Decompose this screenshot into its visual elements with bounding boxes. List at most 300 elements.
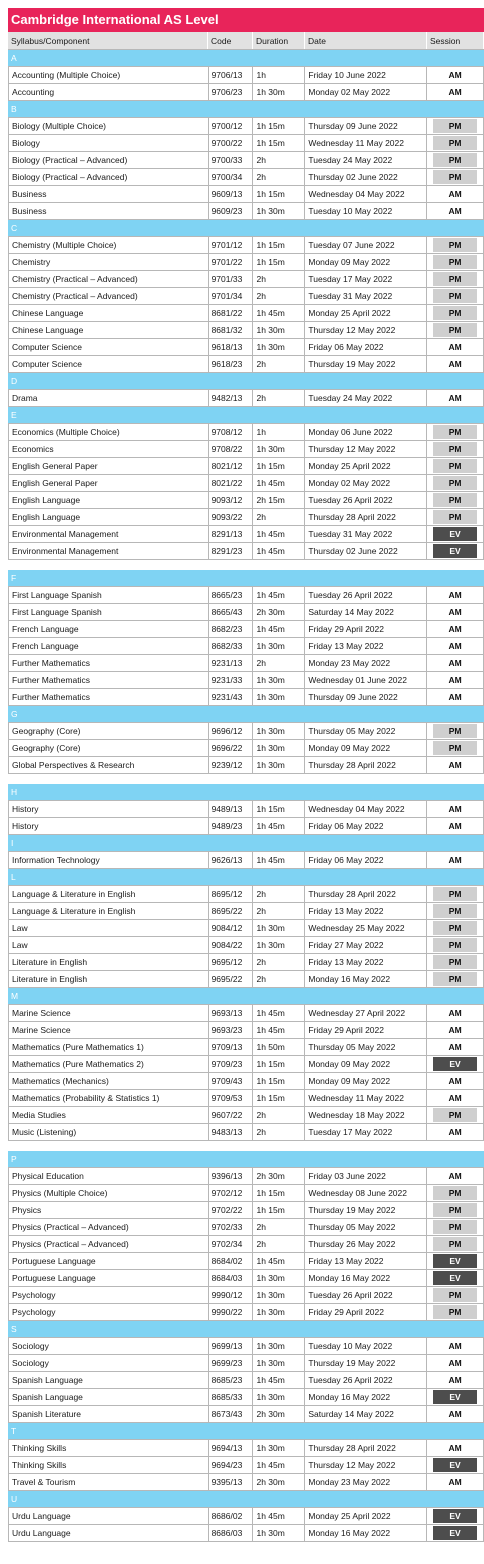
cell-duration: 1h 30m bbox=[253, 1440, 305, 1456]
table-row bbox=[8, 886, 484, 903]
section-letter-s: S bbox=[8, 1321, 484, 1338]
cell-date: Wednesday 11 May 2022 bbox=[305, 135, 427, 151]
session-badge: AM bbox=[433, 1441, 477, 1455]
cell-code: 8682/23 bbox=[209, 621, 254, 637]
cell-code: 9618/13 bbox=[209, 339, 254, 355]
cell-session bbox=[427, 254, 484, 270]
cell-session bbox=[427, 723, 484, 739]
cell-code: 9609/23 bbox=[209, 203, 254, 219]
cell-duration: 1h 15m bbox=[253, 801, 305, 817]
cell-syllabus: Literature in English bbox=[9, 954, 209, 970]
cell-syllabus: Chemistry bbox=[9, 254, 209, 270]
cell-date: Tuesday 17 May 2022 bbox=[305, 1124, 427, 1140]
cell-session bbox=[427, 424, 484, 440]
cell-session bbox=[427, 84, 484, 100]
session-badge: PM bbox=[433, 741, 477, 755]
cell-session bbox=[427, 1474, 484, 1490]
table-gap bbox=[8, 774, 484, 784]
session-badge: PM bbox=[433, 1305, 477, 1319]
cell-session bbox=[427, 886, 484, 902]
cell-session bbox=[427, 356, 484, 372]
session-badge: AM bbox=[433, 1407, 477, 1421]
cell-code: 9702/34 bbox=[209, 1236, 254, 1252]
cell-session bbox=[427, 1005, 484, 1021]
cell-date: Tuesday 26 April 2022 bbox=[305, 492, 427, 508]
cell-syllabus: Biology bbox=[9, 135, 209, 151]
session-badge: AM bbox=[433, 673, 477, 687]
cell-code: 9701/33 bbox=[209, 271, 254, 287]
cell-syllabus: Physics bbox=[9, 1202, 209, 1218]
cell-duration: 1h 30m bbox=[253, 672, 305, 688]
cell-session bbox=[427, 621, 484, 637]
session-badge: AM bbox=[433, 1006, 477, 1020]
table-row bbox=[8, 1073, 484, 1090]
cell-session bbox=[427, 1508, 484, 1524]
cell-date: Thursday 02 June 2022 bbox=[305, 169, 427, 185]
table-row bbox=[8, 818, 484, 835]
cell-date: Monday 06 June 2022 bbox=[305, 424, 427, 440]
cell-code: 8665/43 bbox=[209, 604, 254, 620]
cell-syllabus: Mathematics (Pure Mathematics 2) bbox=[9, 1056, 209, 1072]
cell-date: Tuesday 24 May 2022 bbox=[305, 390, 427, 406]
cell-date: Friday 06 May 2022 bbox=[305, 818, 427, 834]
table-row bbox=[8, 118, 484, 135]
cell-session bbox=[427, 818, 484, 834]
section-letter-u: U bbox=[8, 1491, 484, 1508]
cell-session bbox=[427, 1270, 484, 1286]
cell-session bbox=[427, 1236, 484, 1252]
cell-duration: 1h bbox=[253, 67, 305, 83]
table-row bbox=[8, 1219, 484, 1236]
cell-session bbox=[427, 203, 484, 219]
session-badge: EV bbox=[433, 1057, 477, 1071]
cell-code: 8695/12 bbox=[209, 886, 254, 902]
cell-syllabus: Chinese Language bbox=[9, 305, 209, 321]
cell-date: Monday 25 April 2022 bbox=[305, 305, 427, 321]
cell-duration: 1h 30m bbox=[253, 920, 305, 936]
cell-code: 9231/43 bbox=[209, 689, 254, 705]
session-badge: PM bbox=[433, 1108, 477, 1122]
cell-session bbox=[427, 1457, 484, 1473]
cell-date: Monday 16 May 2022 bbox=[305, 1389, 427, 1405]
cell-date: Wednesday 27 April 2022 bbox=[305, 1005, 427, 1021]
cell-session bbox=[427, 1022, 484, 1038]
cell-date: Friday 29 April 2022 bbox=[305, 621, 427, 637]
cell-duration: 1h 45m bbox=[253, 526, 305, 542]
cell-duration: 1h 45m bbox=[253, 852, 305, 868]
cell-session bbox=[427, 390, 484, 406]
cell-code: 8681/22 bbox=[209, 305, 254, 321]
session-badge: PM bbox=[433, 272, 477, 286]
table-row bbox=[8, 1005, 484, 1022]
session-badge: AM bbox=[433, 1074, 477, 1088]
cell-duration: 2h bbox=[253, 886, 305, 902]
cell-code: 9700/33 bbox=[209, 152, 254, 168]
column-header-session: Session bbox=[427, 32, 484, 49]
cell-date: Thursday 19 May 2022 bbox=[305, 356, 427, 372]
table-row bbox=[8, 67, 484, 84]
cell-code: 8665/23 bbox=[209, 587, 254, 603]
table-row bbox=[8, 237, 484, 254]
cell-session bbox=[427, 1124, 484, 1140]
timetable-block bbox=[8, 784, 484, 1141]
cell-session bbox=[427, 1185, 484, 1201]
cell-date: Friday 03 June 2022 bbox=[305, 1168, 427, 1184]
cell-syllabus: Accounting (Multiple Choice) bbox=[9, 67, 209, 83]
table-row bbox=[8, 543, 484, 560]
cell-session bbox=[427, 305, 484, 321]
session-badge: AM bbox=[433, 340, 477, 354]
cell-date: Thursday 28 April 2022 bbox=[305, 1440, 427, 1456]
cell-session bbox=[427, 237, 484, 253]
cell-duration: 1h 15m bbox=[253, 186, 305, 202]
cell-date: Friday 10 June 2022 bbox=[305, 67, 427, 83]
cell-duration: 1h 45m bbox=[253, 305, 305, 321]
table-gap bbox=[8, 1141, 484, 1151]
cell-syllabus: Marine Science bbox=[9, 1005, 209, 1021]
table-row bbox=[8, 689, 484, 706]
column-header-date: Date bbox=[305, 32, 427, 49]
cell-duration: 1h 30m bbox=[253, 723, 305, 739]
session-badge: AM bbox=[433, 204, 477, 218]
cell-session bbox=[427, 1253, 484, 1269]
cell-syllabus: Language & Literature in English bbox=[9, 903, 209, 919]
cell-date: Friday 13 May 2022 bbox=[305, 903, 427, 919]
cell-session bbox=[427, 543, 484, 559]
table-row bbox=[8, 169, 484, 186]
cell-duration: 1h 15m bbox=[253, 1056, 305, 1072]
cell-duration: 2h 30m bbox=[253, 1168, 305, 1184]
cell-duration: 1h 30m bbox=[253, 1389, 305, 1405]
cell-session bbox=[427, 526, 484, 542]
cell-syllabus: Music (Listening) bbox=[9, 1124, 209, 1140]
cell-duration: 1h 30m bbox=[253, 689, 305, 705]
cell-code: 9700/12 bbox=[209, 118, 254, 134]
cell-duration: 1h 30m bbox=[253, 84, 305, 100]
cell-session bbox=[427, 971, 484, 987]
cell-code: 9706/23 bbox=[209, 84, 254, 100]
cell-date: Tuesday 26 April 2022 bbox=[305, 1287, 427, 1303]
cell-session bbox=[427, 587, 484, 603]
cell-date: Friday 06 May 2022 bbox=[305, 852, 427, 868]
cell-duration: 1h bbox=[253, 424, 305, 440]
cell-date: Monday 09 May 2022 bbox=[305, 1073, 427, 1089]
table-row bbox=[8, 1185, 484, 1202]
cell-code: 9708/22 bbox=[209, 441, 254, 457]
table-gap bbox=[8, 560, 484, 570]
cell-session bbox=[427, 339, 484, 355]
table-row bbox=[8, 1372, 484, 1389]
cell-duration: 1h 30m bbox=[253, 937, 305, 953]
cell-code: 9709/23 bbox=[209, 1056, 254, 1072]
column-header-row bbox=[8, 32, 484, 50]
session-badge: AM bbox=[433, 605, 477, 619]
session-badge: AM bbox=[433, 853, 477, 867]
cell-syllabus: Chemistry (Practical – Advanced) bbox=[9, 288, 209, 304]
cell-code: 9693/23 bbox=[209, 1022, 254, 1038]
cell-duration: 1h 30m bbox=[253, 1525, 305, 1541]
session-badge: AM bbox=[433, 391, 477, 405]
session-badge: AM bbox=[433, 622, 477, 636]
section-letter-h: H bbox=[8, 784, 484, 801]
cell-code: 9708/12 bbox=[209, 424, 254, 440]
cell-syllabus: Portuguese Language bbox=[9, 1253, 209, 1269]
cell-date: Monday 09 May 2022 bbox=[305, 1056, 427, 1072]
table-row bbox=[8, 672, 484, 689]
cell-date: Wednesday 04 May 2022 bbox=[305, 801, 427, 817]
cell-date: Monday 16 May 2022 bbox=[305, 971, 427, 987]
cell-duration: 1h 15m bbox=[253, 1073, 305, 1089]
table-row bbox=[8, 1440, 484, 1457]
cell-date: Wednesday 25 May 2022 bbox=[305, 920, 427, 936]
cell-session bbox=[427, 1219, 484, 1235]
cell-syllabus: Chinese Language bbox=[9, 322, 209, 338]
table-row bbox=[8, 441, 484, 458]
table-row bbox=[8, 1508, 484, 1525]
table-row bbox=[8, 356, 484, 373]
cell-session bbox=[427, 492, 484, 508]
cell-session bbox=[427, 1073, 484, 1089]
cell-date: Monday 02 May 2022 bbox=[305, 475, 427, 491]
session-badge: AM bbox=[433, 1356, 477, 1370]
session-badge: PM bbox=[433, 938, 477, 952]
cell-code: 9702/33 bbox=[209, 1219, 254, 1235]
cell-code: 9084/12 bbox=[209, 920, 254, 936]
cell-date: Saturday 14 May 2022 bbox=[305, 604, 427, 620]
cell-duration: 1h 30m bbox=[253, 1355, 305, 1371]
table-row bbox=[8, 254, 484, 271]
cell-date: Tuesday 10 May 2022 bbox=[305, 1338, 427, 1354]
cell-duration: 1h 15m bbox=[253, 1090, 305, 1106]
cell-date: Tuesday 26 April 2022 bbox=[305, 587, 427, 603]
cell-code: 9701/22 bbox=[209, 254, 254, 270]
cell-session bbox=[427, 1056, 484, 1072]
table-row bbox=[8, 1022, 484, 1039]
timetable-block bbox=[8, 1151, 484, 1542]
cell-syllabus: Business bbox=[9, 203, 209, 219]
table-row bbox=[8, 1124, 484, 1141]
session-badge: PM bbox=[433, 493, 477, 507]
cell-code: 8685/33 bbox=[209, 1389, 254, 1405]
cell-duration: 1h 30m bbox=[253, 740, 305, 756]
cell-syllabus: French Language bbox=[9, 638, 209, 654]
cell-date: Thursday 28 April 2022 bbox=[305, 509, 427, 525]
cell-code: 8684/02 bbox=[209, 1253, 254, 1269]
cell-syllabus: Spanish Literature bbox=[9, 1406, 209, 1422]
cell-duration: 1h 45m bbox=[253, 621, 305, 637]
cell-date: Monday 25 April 2022 bbox=[305, 1508, 427, 1524]
timetable-body bbox=[8, 50, 484, 1542]
cell-syllabus: History bbox=[9, 801, 209, 817]
cell-session bbox=[427, 903, 484, 919]
table-row bbox=[8, 84, 484, 101]
cell-date: Monday 16 May 2022 bbox=[305, 1270, 427, 1286]
cell-code: 9395/13 bbox=[209, 1474, 254, 1490]
session-badge: PM bbox=[433, 955, 477, 969]
cell-code: 9626/13 bbox=[209, 852, 254, 868]
table-row bbox=[8, 458, 484, 475]
section-letter-b: B bbox=[8, 101, 484, 118]
table-row bbox=[8, 1406, 484, 1423]
cell-code: 9706/13 bbox=[209, 67, 254, 83]
cell-syllabus: Sociology bbox=[9, 1355, 209, 1371]
cell-duration: 2h bbox=[253, 954, 305, 970]
cell-date: Thursday 19 May 2022 bbox=[305, 1202, 427, 1218]
cell-duration: 2h 30m bbox=[253, 604, 305, 620]
session-badge: AM bbox=[433, 357, 477, 371]
cell-code: 9699/23 bbox=[209, 1355, 254, 1371]
cell-session bbox=[427, 1039, 484, 1055]
cell-syllabus: Physics (Practical – Advanced) bbox=[9, 1219, 209, 1235]
table-row bbox=[8, 424, 484, 441]
table-row bbox=[8, 1389, 484, 1406]
table-row bbox=[8, 1287, 484, 1304]
cell-date: Thursday 12 May 2022 bbox=[305, 441, 427, 457]
cell-code: 9696/22 bbox=[209, 740, 254, 756]
cell-duration: 2h bbox=[253, 1107, 305, 1123]
cell-code: 9231/13 bbox=[209, 655, 254, 671]
session-badge: PM bbox=[433, 1288, 477, 1302]
cell-duration: 1h 30m bbox=[253, 1270, 305, 1286]
cell-code: 9607/22 bbox=[209, 1107, 254, 1123]
cell-syllabus: Computer Science bbox=[9, 339, 209, 355]
session-badge: PM bbox=[433, 972, 477, 986]
cell-date: Monday 23 May 2022 bbox=[305, 1474, 427, 1490]
cell-duration: 2h 30m bbox=[253, 1406, 305, 1422]
cell-duration: 2h 30m bbox=[253, 1474, 305, 1490]
table-row bbox=[8, 322, 484, 339]
cell-duration: 2h bbox=[253, 356, 305, 372]
cell-session bbox=[427, 1107, 484, 1123]
cell-duration: 1h 30m bbox=[253, 1287, 305, 1303]
cell-syllabus: Mathematics (Pure Mathematics 1) bbox=[9, 1039, 209, 1055]
cell-syllabus: Media Studies bbox=[9, 1107, 209, 1123]
table-row bbox=[8, 920, 484, 937]
cell-date: Tuesday 31 May 2022 bbox=[305, 288, 427, 304]
table-row bbox=[8, 475, 484, 492]
cell-syllabus: Spanish Language bbox=[9, 1389, 209, 1405]
cell-session bbox=[427, 1304, 484, 1320]
cell-syllabus: Travel & Tourism bbox=[9, 1474, 209, 1490]
cell-session bbox=[427, 740, 484, 756]
cell-date: Wednesday 08 June 2022 bbox=[305, 1185, 427, 1201]
cell-code: 9699/13 bbox=[209, 1338, 254, 1354]
session-badge: PM bbox=[433, 1186, 477, 1200]
cell-session bbox=[427, 1287, 484, 1303]
timetable-page bbox=[8, 8, 484, 1542]
cell-duration: 2h bbox=[253, 903, 305, 919]
cell-duration: 1h 15m bbox=[253, 118, 305, 134]
table-row bbox=[8, 1304, 484, 1321]
cell-duration: 2h bbox=[253, 288, 305, 304]
table-row bbox=[8, 971, 484, 988]
cell-duration: 2h bbox=[253, 169, 305, 185]
cell-syllabus: Chemistry (Practical – Advanced) bbox=[9, 271, 209, 287]
cell-duration: 1h 50m bbox=[253, 1039, 305, 1055]
session-badge: AM bbox=[433, 758, 477, 772]
session-badge: PM bbox=[433, 119, 477, 133]
table-row bbox=[8, 271, 484, 288]
cell-code: 9990/12 bbox=[209, 1287, 254, 1303]
cell-code: 9084/22 bbox=[209, 937, 254, 953]
session-badge: AM bbox=[433, 1125, 477, 1139]
cell-code: 9695/22 bbox=[209, 971, 254, 987]
table-row bbox=[8, 655, 484, 672]
cell-date: Tuesday 07 June 2022 bbox=[305, 237, 427, 253]
cell-syllabus: Language & Literature in English bbox=[9, 886, 209, 902]
table-row bbox=[8, 203, 484, 220]
cell-session bbox=[427, 322, 484, 338]
section-letter-l: L bbox=[8, 869, 484, 886]
cell-syllabus: Physical Education bbox=[9, 1168, 209, 1184]
cell-duration: 1h 30m bbox=[253, 322, 305, 338]
session-badge: PM bbox=[433, 442, 477, 456]
cell-session bbox=[427, 689, 484, 705]
cell-date: Thursday 19 May 2022 bbox=[305, 1355, 427, 1371]
cell-syllabus: Mathematics (Probability & Statistics 1) bbox=[9, 1090, 209, 1106]
cell-syllabus: Business bbox=[9, 186, 209, 202]
cell-session bbox=[427, 169, 484, 185]
cell-date: Tuesday 17 May 2022 bbox=[305, 271, 427, 287]
cell-date: Thursday 26 May 2022 bbox=[305, 1236, 427, 1252]
cell-duration: 1h 15m bbox=[253, 458, 305, 474]
session-badge: PM bbox=[433, 1237, 477, 1251]
cell-code: 8021/12 bbox=[209, 458, 254, 474]
cell-date: Thursday 09 June 2022 bbox=[305, 689, 427, 705]
cell-code: 9693/13 bbox=[209, 1005, 254, 1021]
cell-syllabus: Computer Science bbox=[9, 356, 209, 372]
cell-date: Monday 25 April 2022 bbox=[305, 458, 427, 474]
session-badge: PM bbox=[433, 323, 477, 337]
cell-date: Thursday 09 June 2022 bbox=[305, 118, 427, 134]
cell-duration: 1h 45m bbox=[253, 1022, 305, 1038]
cell-session bbox=[427, 1168, 484, 1184]
session-badge: PM bbox=[433, 1220, 477, 1234]
cell-date: Wednesday 04 May 2022 bbox=[305, 186, 427, 202]
table-row bbox=[8, 801, 484, 818]
cell-date: Tuesday 24 May 2022 bbox=[305, 152, 427, 168]
cell-code: 9396/13 bbox=[209, 1168, 254, 1184]
session-badge: AM bbox=[433, 588, 477, 602]
cell-code: 9609/13 bbox=[209, 186, 254, 202]
cell-session bbox=[427, 1525, 484, 1541]
cell-duration: 1h 45m bbox=[253, 543, 305, 559]
cell-duration: 1h 45m bbox=[253, 1508, 305, 1524]
cell-session bbox=[427, 655, 484, 671]
cell-code: 8291/23 bbox=[209, 543, 254, 559]
cell-date: Wednesday 18 May 2022 bbox=[305, 1107, 427, 1123]
cell-syllabus: History bbox=[9, 818, 209, 834]
cell-duration: 1h 45m bbox=[253, 1457, 305, 1473]
session-badge: AM bbox=[433, 1091, 477, 1105]
cell-duration: 1h 45m bbox=[253, 587, 305, 603]
session-badge: EV bbox=[433, 1390, 477, 1404]
session-badge: AM bbox=[433, 1339, 477, 1353]
cell-syllabus: Geography (Core) bbox=[9, 740, 209, 756]
session-badge: EV bbox=[433, 527, 477, 541]
cell-syllabus: Economics bbox=[9, 441, 209, 457]
session-badge: AM bbox=[433, 639, 477, 653]
cell-session bbox=[427, 1440, 484, 1456]
session-badge: PM bbox=[433, 170, 477, 184]
cell-session bbox=[427, 1202, 484, 1218]
cell-code: 9093/22 bbox=[209, 509, 254, 525]
cell-code: 9709/53 bbox=[209, 1090, 254, 1106]
table-row bbox=[8, 1107, 484, 1124]
cell-code: 9702/12 bbox=[209, 1185, 254, 1201]
cell-session bbox=[427, 475, 484, 491]
cell-syllabus: Biology (Multiple Choice) bbox=[9, 118, 209, 134]
